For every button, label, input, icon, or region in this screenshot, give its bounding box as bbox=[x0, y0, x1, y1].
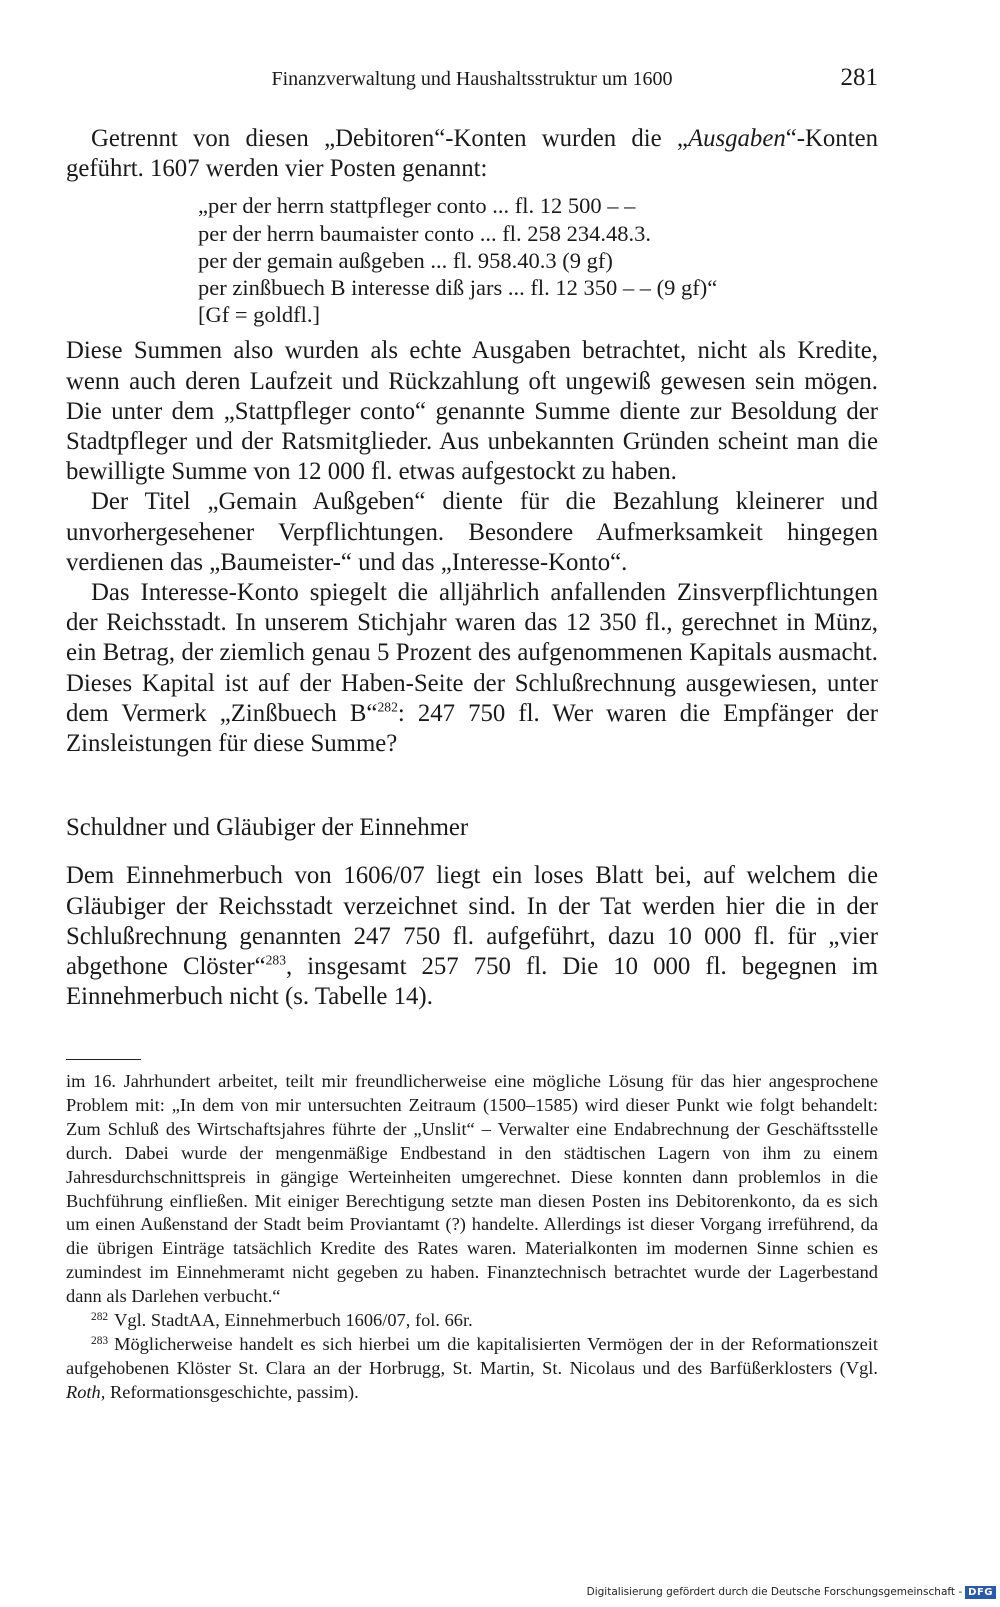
footnote-text: Vgl. StadtAA, Einnehmerbuch 1606/07, fol. 66r. bbox=[114, 1310, 473, 1331]
paragraph-5-text-b: , insgesamt 257 750 fl. Die 10 000 fl. begegnen im Einnehmerbuch nicht (s. Tabelle 14). bbox=[66, 953, 878, 1011]
credit-text: Digitalisierung gefördert durch die Deutsche Forschungsgemeinschaft - bbox=[586, 1586, 963, 1598]
running-title: Finanzverwaltung und Haushaltsstruktur um 1600 bbox=[271, 68, 673, 90]
paragraph-4-text-a: Das Interesse-Konto spiegelt die alljährlich anfallenden Zinsverpflichtungen der Reichsstadt. In unserem Stichjahr waren das 12 350 fl., gerechnet in Münz, ein Betrag, der ziemlich genau 5 Prozent des aufgenommenen Kapitals ausmacht. Dieses Kapital ist auf der Haben-Seite der Schlußrechnung ausgewiesen, unter dem Vermerk „Zinßbuech B“ bbox=[66, 579, 878, 727]
paragraph-5-text-a: Dem Einnehmerbuch von 1606/07 liegt ein loses Blatt bei, auf welchem die Gläubiger der Reichsstadt verzeichnet sind. In der Tat werden hier die in der Schlußrechnung genannten 247 750 fl. aufgeführt, dazu 10 000 fl. für „vier abgethone Clöster“ bbox=[66, 862, 878, 981]
main-text bbox=[66, 124, 878, 1012]
section-heading: Schuldner und Gläubiger der Einnehmer bbox=[66, 814, 469, 842]
footnote-text-b: Reformationsgeschichte, passim). bbox=[105, 1381, 359, 1402]
quote-line: per der herrn baumaister conto ... fl. 258 234.48.3. bbox=[198, 220, 651, 246]
footnote-ref-282: 282 bbox=[377, 699, 398, 715]
quote-line: per zinßbuech B interesse diß jars ... fl. 12 350 – – (9 gf)“ bbox=[198, 275, 718, 301]
footnote-separator bbox=[66, 1059, 141, 1060]
paragraph-1 bbox=[66, 124, 878, 184]
digitization-credit bbox=[587, 1583, 996, 1601]
paragraph-4 bbox=[66, 578, 878, 759]
paragraph-2: Diese Summen also wurden als echte Ausgaben betrachtet, nicht als Kredite, wenn auch deren Laufzeit und Rückzahlung oft ungewiß gewesen sein mögen. Die unter dem „Stattpfleger conto“ genannte Summe diente zur Besoldung der Stadtpfleger und der Ratsmitglieder. Aus unbekannten Gründen scheint man die bewilligte Summe von 12 000 fl. etwas aufgestockt zu haben. bbox=[66, 337, 878, 486]
footnotes bbox=[66, 1070, 878, 1405]
paragraph-1-italic: Ausgaben bbox=[687, 125, 786, 152]
footnote-continued: im 16. Jahrhundert arbeitet, teilt mir freundlicherweise eine mögliche Lösung für das hier angesprochene Problem mit: „In dem von mir untersuchten Zeitraum (1500–1585) wird dieser Punkt wie folgt behandelt: Zum Schluß des Wirtschaftsjahres führte der „Unslit“ – Verwalter eine Endabrechnung der Geschäftsstelle durch. Dabei wurde der mengenmäßige Endbestand in den städtischen Lagern von ihm zu einem Jahresdurchschnittspreis in gängige Werteinheiten umgerechnet. Diese konnten dann problemlos in die Buchführung einfließen. Mit einiger Berechtigung setzte man diesen Posten ins Debitorenkonto, da es sich um einen Außenstand der Stadt beim Proviantamt (?) handelte. Allerdings ist dieser Vorgang irreführend, da die übrigen Einträge tatsächlich Kredite des Rates waren. Materialkonten im modernen Sinne schien es zumindest im Einnehmeramt nicht gegeben zu haben. Finanztechnisch betrachtet wurde der Lagerbestand dann als Darlehen verbucht.“ bbox=[66, 1071, 878, 1307]
paragraph-1-text-a: Getrennt von diesen „Debitoren“-Konten wurden die „ bbox=[91, 125, 688, 152]
quote-line: „per der herrn stattpfleger conto ... fl. 12 500 – – bbox=[198, 193, 636, 219]
dfg-logo: DFG bbox=[965, 1586, 996, 1599]
footnote-ref-283: 283 bbox=[265, 952, 287, 968]
footnote-283 bbox=[66, 1333, 878, 1405]
quote-line: [Gf = goldfl.] bbox=[198, 302, 321, 328]
paragraph-5 bbox=[66, 861, 878, 1012]
footnote-282 bbox=[66, 1309, 878, 1333]
footnote-italic: Roth, bbox=[66, 1381, 106, 1402]
page-number: 281 bbox=[840, 64, 878, 91]
block-quote bbox=[198, 192, 878, 328]
footnote-number: 282 bbox=[91, 1311, 109, 1324]
quote-line: per der gemain außgeben ... fl. 958.40.3 (9 gf) bbox=[198, 247, 613, 273]
paragraph-4-text-b: : 247 750 fl. Wer waren die Empfänger der Zinsleistungen für diese Summe? bbox=[66, 699, 878, 758]
footnote-number: 283 bbox=[91, 1335, 109, 1348]
running-head bbox=[66, 62, 878, 96]
footnote-text-a: Möglicherweise handelt es sich hierbei um die kapitalisierten Vermögen der in der Reformationszeit aufgehobenen Klöster St. Clara an der Horbrugg, St. Martin, St. Nicolaus und des Barfüßerklosters (Vgl. bbox=[66, 1333, 878, 1378]
paragraph-1-text-b: “-Konten geführt. 1607 werden vier Posten genannt: bbox=[66, 125, 878, 183]
paragraph-3: Der Titel „Gemain Außgeben“ diente für die Bezahlung kleinerer und unvorhergesehener Verpflichtungen. Besondere Aufmerksamkeit hingegen verdienen das „Baumeister-“ und das „Interesse-Konto“. bbox=[66, 488, 878, 576]
